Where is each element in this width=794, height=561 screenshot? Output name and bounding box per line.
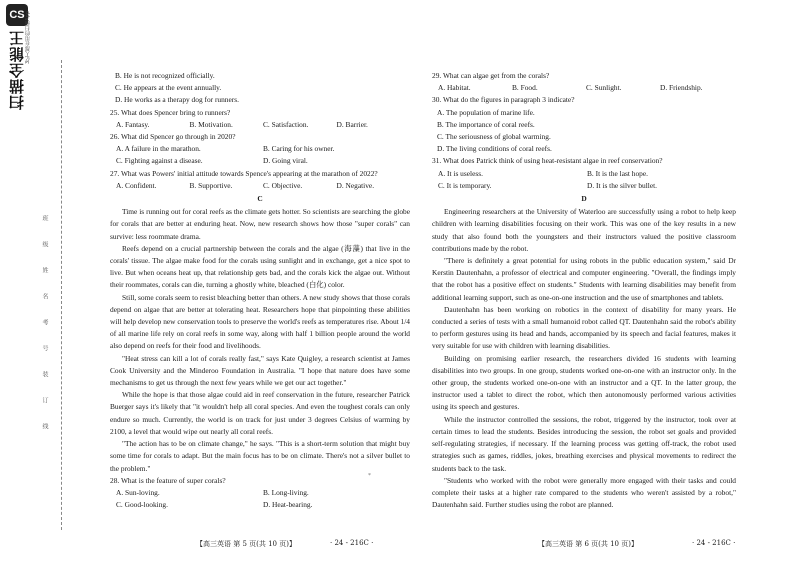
passage-paragraph: While the hope is that those algae could aid in reef conservation in the future, researcher Patrick Buerger says it's likely that "it wouldn't help all coral species. And even the toughest corals can only endure so much. Currently, the world is on track for just under 3 degrees Celsius of warming by 2100, a level that would wipe out nearly all coral reefs. (110, 390, 410, 436)
passage-paragraph: Dautenhahn has been working on robotics in the context of disability for many years. He conducted a series of tests with a small humanoid robot called QT. Dautenhahn said the robot's ability to perform gestures using its head and hands, accompanied by its speech and facial features, makes it very suitable for use with children with learning disabilities. (432, 304, 736, 351)
margin-labels (40, 215, 54, 449)
question-25: 25. What does Spencer bring to runners? (110, 107, 231, 117)
question-26-options (116, 155, 410, 167)
stray-mark: * (368, 473, 371, 479)
question-28-options (116, 487, 410, 499)
section-d-heading: D (581, 194, 587, 204)
option: A. Habitat. (438, 83, 471, 93)
question-31-options (438, 168, 736, 180)
binding-line (61, 60, 63, 530)
option: B. It is the last hope. (587, 168, 648, 178)
footer-page-right: 【高三英语 第 6 页(共 10 页)】 (538, 540, 638, 548)
option: B. Motivation. (189, 119, 233, 129)
section-c-heading: C (257, 194, 263, 204)
question-29-options (438, 82, 736, 94)
passage-paragraph: "Students who worked with the robot were generally more engaged with their tasks and could complete their tasks at a higher rate compared to the students who weren't assisted by a robot," Dautenhahn said. Further studies using the robot are planned. (432, 475, 736, 510)
question-27: 27. What was Powers' initial attitude towards Spence's appearing at the marathon of 2022? (110, 168, 378, 178)
question-31-options (438, 180, 736, 192)
option: A. It is useless. (438, 168, 483, 178)
question-31: 31. What does Patrick think of using heat-resistant algae in reef conservation? (432, 156, 663, 166)
option-line: A. The population of marine life. (437, 107, 535, 117)
question-30: 30. What do the figures in paragraph 3 indicate? (432, 95, 575, 105)
option: C. Fighting against a disease. (116, 156, 203, 166)
passage-paragraph: Still, some corals seem to resist bleaching better than others. A new study shows that those corals depend on algae that are better at tolerating heat. Researchers hope that pinpointing these abilities will help develop new conservation tools to preserve the world's reefs as temperatures rise. About 1/4 of all marine life rely on coral reefs in some way, along with half 1 billion people around the world also depend on reefs for their food and livelihoods. (110, 292, 410, 351)
cs-logo-icon: CS (6, 4, 28, 26)
option-line: B. The importance of coral reefs. (437, 119, 535, 129)
option: B. Long-living. (263, 487, 309, 497)
margin-label: 班 (41, 215, 48, 221)
option: C. Objective. (263, 180, 303, 190)
option-line: B. He is not recognized officially. (115, 71, 215, 80)
passage-paragraph: While the instructor controlled the sessions, the robot, triggered by the instructor, took over at certain times to lead the students. Besides introducing the session, the robot set goals and provided self-regulating strategies, if necessary. If the learning process was getting off-track, the robot used strategies such as games, riddles, jokes, breathing exercises and physical movements to redirect the students back to the task. (432, 414, 736, 473)
margin-label: 名 (41, 293, 48, 299)
option: D. Going viral. (263, 156, 308, 166)
option: D. Negative. (336, 180, 375, 190)
option: C. Satisfaction. (263, 119, 309, 129)
passage-paragraph: Engineering researchers at the University of Waterloo are successfully using a robot to help keep children with learning disabilities focusing on their work. This was one of the key results in a new study that also found both the youngsters and their instructors valued the positive classroom contributions made by the robot. (432, 207, 736, 253)
margin-label: 考 (41, 319, 48, 325)
brand-subtitle: 3亿人都在用的扫描App (25, 11, 31, 64)
option-line: D. The living conditions of coral reefs. (437, 144, 552, 154)
option-line: C. He appears at the event annually. (115, 83, 222, 93)
passage-paragraph: Time is running out for coral reefs as the climate gets hotter. So scientists are searching the globe for corals that are better at enduring heat. Now, new research shows how those "super corals" can survive: less roommate drama. (110, 207, 410, 241)
question-26: 26. What did Spencer go through in 2020? (110, 132, 236, 142)
footer-code-left: · 24 - 216C · (330, 539, 374, 547)
brand-name: 扫描全能王 (8, 30, 26, 110)
option: A. A failure in the marathon. (116, 144, 201, 154)
question-29: 29. What can algae get from the corals? (432, 71, 550, 80)
passage-paragraph: "There is definitely a great potential for using robots in the public education system," said Dr Kerstin Dautenhahn, a professor of electrical and computer engineering. "Overall, the findings imply that the robot has a positive effect on students." Students with learning disabilities may benefit from additional learning support, such as one-on-one instruction and the use of smartphones and tablets. (432, 256, 736, 302)
option-line: D. He works as a therapy dog for runners. (115, 95, 239, 105)
left-column (110, 70, 410, 511)
question-26-options (116, 143, 410, 155)
passage-paragraph: Reefs depend on a crucial partnership between the corals and the algae (海藻) that live in the corals' tissue. The algae make food for the corals using sunlight and in exchange, get a nice spot to live. But when oceans heat up, that relationship gets bad, and the corals kick the algae out. Without their roommates, corals can die, turning a ghostly white, bleached (白化) color. (110, 243, 410, 290)
margin-label: 姓 (41, 267, 48, 273)
footer-code-right: · 24 - 216C · (692, 539, 736, 547)
option: A. Sun-loving. (116, 487, 160, 497)
margin-label: 号 (41, 345, 48, 351)
margin-label: 订 (41, 397, 48, 403)
option: C. Good-looking. (116, 500, 168, 510)
question-28-options (116, 499, 410, 511)
option: B. Supportive. (189, 180, 233, 190)
option: D. Heat-bearing. (263, 500, 313, 510)
margin-label: 线 (41, 423, 48, 429)
margin-label: 装 (41, 371, 48, 377)
option: A. Fantasy. (116, 119, 150, 129)
binding-strip (0, 0, 62, 561)
option: C. Sunlight. (586, 83, 622, 93)
margin-label: 级 (41, 241, 48, 247)
passage-paragraph: "Heat stress can kill a lot of corals really fast," says Kate Quigley, a research scientist at James Cook University and the Minderoo Foundation in Australia. "I hope that nature does have some mechanisms to get us through the next few years while we get our act together." (110, 353, 410, 388)
footer-page-left: 【高三英语 第 5 页(共 10 页)】 (196, 540, 296, 548)
option-line: C. The seriousness of global warming. (437, 132, 551, 142)
option: D. Barrier. (336, 119, 368, 129)
passage-paragraph: "The action has to be on climate change," he says. "This is a short-term solution that might buy some time for corals to adapt. But the main focus has to be on climate. There's not a silver bullet to the problem." (110, 439, 410, 473)
option: D. Friendship. (660, 83, 703, 93)
question-28: 28. What is the feature of super corals? (110, 475, 226, 485)
question-25-options (116, 119, 410, 131)
option: B. Caring for his owner. (263, 144, 335, 154)
option: D. It is the silver bullet. (587, 180, 657, 190)
question-27-options (116, 180, 410, 192)
passage-paragraph: Building on promising earlier research, the researchers divided 16 students with learning disabilities into two groups. In one group, students worked one-on-one with an instructor only. In the other group, the students worked one-on-one with an instructor and a QT. In the latter group, the instructor used a tablet to direct the robot, which then autonomously performed various activities using its speech and gestures. (432, 353, 736, 412)
option: B. Food. (512, 83, 538, 93)
right-column (432, 70, 736, 511)
option: C. It is temporary. (438, 180, 492, 190)
option: A. Confident. (116, 180, 157, 190)
